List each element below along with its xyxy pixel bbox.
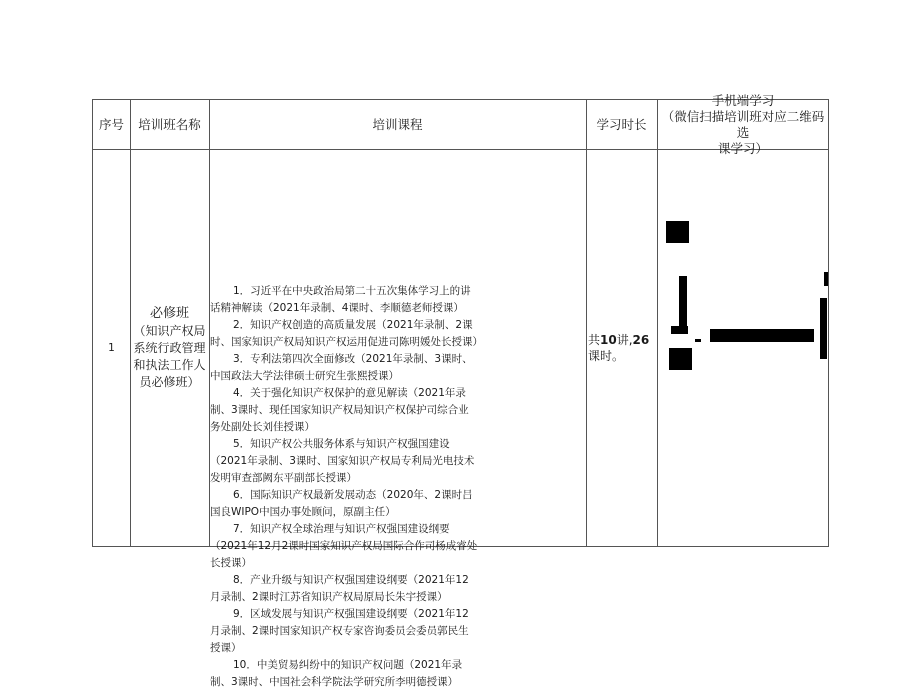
qr-bar <box>820 298 827 359</box>
course-item: 2．知识产权创造的高质量发展（2021年录制、2课时、国家知识产权局知识产权运用促进司陈明媛处长授课） <box>210 319 483 348</box>
class-desc-line: 系统行政管理 <box>133 341 206 355</box>
duration-hours: 26 <box>632 333 650 347</box>
class-desc-line: 员必修班） <box>139 375 200 389</box>
duration-cell <box>588 332 660 364</box>
course-table <box>92 92 829 688</box>
course-list <box>210 283 483 691</box>
course-item: 1．习近平在中央政治局第二十五次集体学习上的讲话精神解读（2021年录制、4课时、李顺德老师授课） <box>210 285 471 314</box>
header-duration: 学习时长 <box>596 116 647 132</box>
course-item: 6．国际知识产权最新发展动态（2020年、2课时吕国良WIPO中国办事处顾问，原副主任） <box>210 489 473 518</box>
class-title: 必修班 <box>149 306 189 321</box>
qr-finder-block <box>666 221 689 243</box>
course-item: 4．关于强化知识产权保护的意见解读（2021年录制、3课时、现任国家知识产权局知识产权保护司综合业务处副处长刘佳授课） <box>210 387 469 433</box>
class-name-cell <box>130 149 209 546</box>
duration-prefix: 共 <box>588 333 601 347</box>
course-item: 5．知识产权公共服务体系与知识产权强国建设（2021年录制、3课时、国家知识产权局专利局光电技术发明审查部阙东平副部长授课） <box>210 438 475 484</box>
course-item: 3．专利法第四次全面修改（2021年录制、3课时、中国政法大学法律硕士研究生张熙授课） <box>210 353 473 382</box>
header-courses: 培训课程 <box>372 116 423 132</box>
class-desc-line: （知识产权局 <box>133 324 206 338</box>
header-mobile-line: （微信扫描培训班对应二维码选 <box>661 108 825 140</box>
duration-mid: 讲, <box>616 333 633 347</box>
course-item: 9．区域发展与知识产权强国建设纲要（2021年12月录制、2课时国家知识产权专家咨询委员会委员郭民生授课） <box>210 608 469 654</box>
qr-bar <box>679 276 687 333</box>
course-item: 10．中美贸易纠纷中的知识产权问题（2021年录制、3课时、中国社会科学院法学研究所李明德授课） <box>210 659 463 688</box>
qr-bar <box>671 326 688 334</box>
qr-bar <box>695 339 701 342</box>
qr-bar <box>710 329 814 342</box>
course-item: 7．知识产权全球治理与知识产权强国建设纲要（2021年12月2课时国家知识产权局国际合作司杨成睿处长授课） <box>210 523 478 569</box>
column-divider <box>657 100 658 546</box>
qr-bar <box>824 272 828 286</box>
header-class-name: 培训班名称 <box>138 116 201 132</box>
duration-suffix: 课时。 <box>588 349 625 363</box>
header-mobile-line: 课学习） <box>717 140 768 156</box>
header-no: 序号 <box>98 116 124 132</box>
row-number: 1 <box>108 341 115 354</box>
course-item: 8．产业升级与知识产权强国建设纲要（2021年12月录制、2课时江苏省知识产权局原局长朱宇授课） <box>210 574 469 603</box>
qr-finder-block <box>669 348 692 370</box>
column-divider <box>586 100 587 546</box>
header-mobile-line: 手机端学习 <box>711 92 775 108</box>
header-mobile-study <box>657 92 829 156</box>
duration-lectures: 10 <box>600 333 617 347</box>
class-desc-line: 和执法工作人 <box>133 358 206 372</box>
